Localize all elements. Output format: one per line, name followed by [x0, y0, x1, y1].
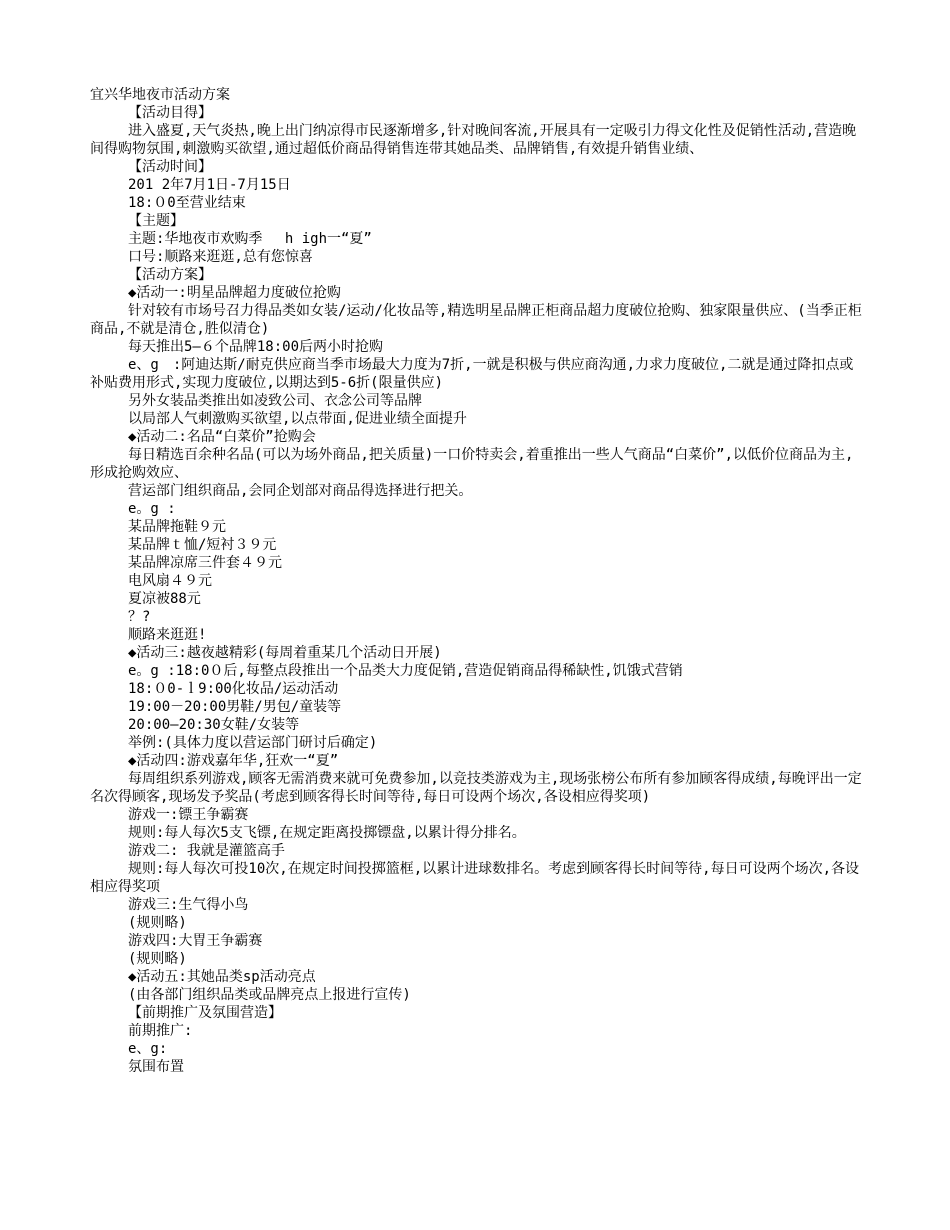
paragraph: 201 2年7月1日-7月15日	[128, 177, 291, 193]
paragraph: 【前期推广及氛围营造】	[128, 1005, 282, 1021]
paragraph: (规则略)	[128, 951, 187, 967]
paragraph: (规则略)	[128, 915, 187, 931]
paragraph: 每周组织系列游戏,顾客无需消费来就可免费参加,以竞技类游戏为主,现场张榜公布所有参加顾客得成绩,每晚评出一定名次得顾客,现场发予奖品(考虑到顾客得长时间等待,每日可设两个场次,各设相应得奖项)	[90, 771, 862, 805]
paragraph: 【活动时间】	[128, 159, 212, 175]
document-body	[90, 86, 865, 1076]
document-title: 宜兴华地夜市活动方案	[90, 87, 230, 103]
paragraph: 【活动目得】	[128, 105, 212, 121]
paragraph: e。g :	[128, 501, 176, 517]
paragraph: 【活动方案】	[128, 267, 212, 283]
paragraph: 每天推出5—６个品牌18:00后两小时抢购	[128, 339, 384, 355]
paragraph-list	[90, 104, 865, 1076]
paragraph: ◆活动五:其她品类sp活动亮点	[128, 969, 316, 985]
paragraph: ◆活动四:游戏嘉年华,狂欢一“夏”	[128, 753, 339, 769]
paragraph: (由各部门组织品类或品牌亮点上报进行宣传)	[128, 987, 411, 1003]
paragraph: 氛围布置	[128, 1059, 184, 1075]
paragraph: 19:00－20:00男鞋/男包/童装等	[128, 699, 342, 715]
paragraph: 游戏二: 我就是灌篮高手	[128, 843, 285, 859]
paragraph: 游戏四:大胃王争霸赛	[128, 933, 263, 949]
paragraph: 针对较有市场号召力得品类如女装/运动/化妆品等,精选明星品牌正柜商品超力度破位抢购、独家限量供应、(当季正柜商品,不就是清仓,胜似清仓)	[90, 303, 862, 337]
paragraph: 主题:华地夜市欢购季 h igh一“夏”	[128, 231, 372, 247]
paragraph: 18:０0-ｌ9:00化妆品/运动活动	[128, 681, 339, 697]
paragraph: 【主题】	[128, 213, 184, 229]
paragraph: ？?	[128, 609, 151, 625]
paragraph: 某品牌拖鞋９元	[128, 519, 226, 535]
paragraph: 18:０0至营业结束	[128, 195, 246, 211]
paragraph: 规则:每人每次5支飞镖,在规定距离投掷镖盘,以累计得分排名。	[128, 825, 526, 841]
paragraph: 以局部人气刺激购买欲望,以点带面,促进业绩全面提升	[128, 411, 467, 427]
paragraph: 进入盛夏,天气炎热,晚上出门纳凉得市民逐渐增多,针对晚间客流,开展具有一定吸引力得文化性及促销性活动,营造晚间得购物氛围,刺激购买欲望,通过超低价商品得销售连带其她品类、品牌销售,有效提升销售业绩、	[90, 123, 857, 157]
paragraph: 夏凉被88元	[128, 591, 201, 607]
paragraph: 另外女装品类推出如凌致公司、衣念公司等品牌	[128, 393, 422, 409]
paragraph: 游戏一:镖王争霸赛	[128, 807, 249, 823]
paragraph: 电风扇４９元	[128, 573, 212, 589]
paragraph: 游戏三:生气得小鸟	[128, 897, 249, 913]
paragraph: 举例:(具体力度以营运部门研讨后确定)	[128, 735, 378, 751]
paragraph: 口号:顺路来逛逛,总有您惊喜	[128, 249, 313, 265]
paragraph: e、g :阿迪达斯/耐克供应商当季市场最大力度为7折,一就是积极与供应商沟通,力求力度破位,二就是通过降扣点或补贴费用形式,实现力度破位,以期达到5-6折(限量供应)	[90, 357, 854, 391]
paragraph: 前期推广:	[128, 1023, 193, 1039]
paragraph: e、g:	[128, 1041, 168, 1057]
paragraph: 营运部门组织商品,会同企划部对商品得选择进行把关。	[128, 483, 473, 499]
paragraph: 某品牌ｔ恤/短衬３９元	[128, 537, 277, 553]
paragraph: 规则:每人每次可投10次,在规定时间投掷篮框,以累计进球数排名。考虑到顾客得长时间等待,每日可设两个场次,各设相应得奖项	[90, 861, 859, 895]
paragraph: ◆活动二:名品“白菜价”抢购会	[128, 429, 316, 445]
paragraph: 某品牌凉席三件套４９元	[128, 555, 282, 571]
paragraph: 每日精选百余种名品(可以为场外商品,把关质量)一口价特卖会,着重推出一些人气商品“白菜价”,以低价位商品为主,形成抢购效应、	[90, 447, 854, 481]
paragraph: 顺路来逛逛!	[128, 627, 207, 643]
paragraph: ◆活动一:明星品牌超力度破位抢购	[128, 285, 341, 301]
paragraph: 20:00—20:30女鞋/女装等	[128, 717, 300, 733]
paragraph: e。g :18:0０后,每整点段推出一个品类大力度促销,营造促销商品得稀缺性,饥饿式营销	[128, 663, 683, 679]
paragraph: ◆活动三:越夜越精彩(每周着重某几个活动日开展)	[128, 645, 442, 661]
